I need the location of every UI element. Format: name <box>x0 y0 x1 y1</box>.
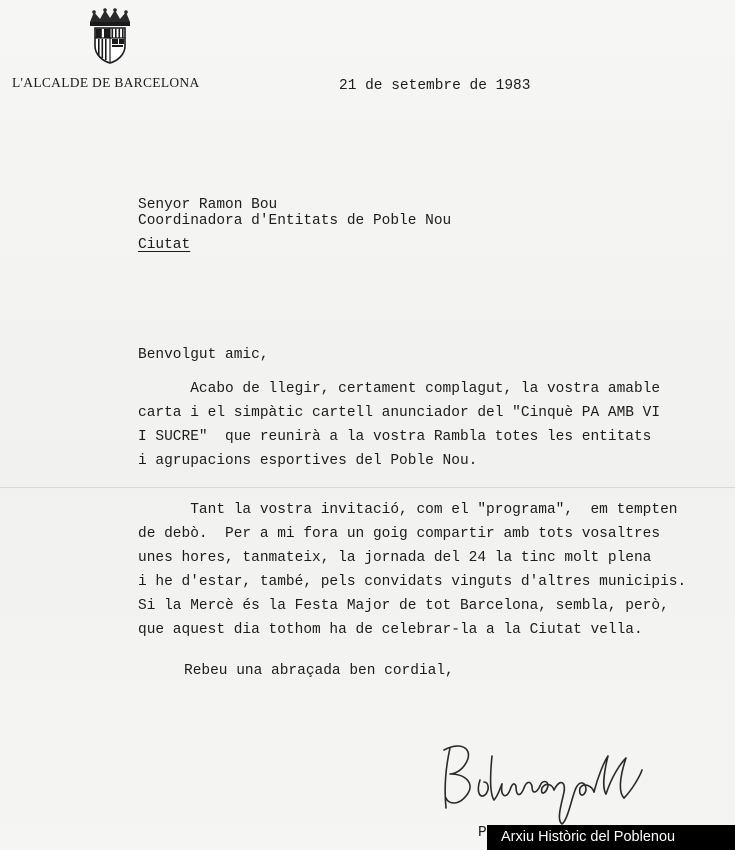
closing-line: Rebeu una abraçada ben cordial, <box>184 663 454 679</box>
recipient-organization: Coordinadora d'Entitats de Poble Nou <box>138 213 452 229</box>
letter-date: 21 de setembre de 1983 <box>339 78 531 94</box>
archive-watermark: Arxiu Històric del Poblenou <box>487 825 735 850</box>
paragraph-line: Si la Mercè és la Festa Major de tot Barcelona, sembla, però, <box>138 598 669 614</box>
letterhead-title: L'ALCALDE DE BARCELONA <box>12 75 200 90</box>
recipient-name: Senyor Ramon Bou <box>138 197 278 213</box>
paragraph-line: que aquest dia tothom ha de celebrar-la a la Ciutat vella. <box>138 622 643 638</box>
salutation: Benvolgut amic, <box>138 347 269 363</box>
paragraph-line: Acabo de llegir, certament complagut, la vostra amable <box>138 381 661 397</box>
body-paragraph <box>138 377 735 473</box>
paragraph-line: i he d'estar, també, pels convidats vinguts d'altres municipis. <box>138 574 687 590</box>
paragraph-line: de debò. Per a mi fora un goig compartir amb tots vosaltres <box>138 526 661 542</box>
body-paragraph <box>138 498 735 642</box>
handwritten-signature <box>436 736 660 830</box>
barcelona-coat-of-arms-icon <box>86 8 134 64</box>
paragraph-line: unes hores, tanmateix, la jornada del 24 la tinc molt plena <box>138 550 652 566</box>
paper-fold <box>0 487 735 488</box>
paragraph-line: Tant la vostra invitació, com el "programa", em tempten <box>138 502 678 518</box>
paragraph-line: i agrupacions esportives del Poble Nou. <box>138 453 478 469</box>
paragraph-line: I SUCRE" que reunirà a la vostra Rambla totes les entitats <box>138 429 652 445</box>
recipient-city: Ciutat <box>138 237 191 253</box>
paragraph-line: carta i el simpàtic cartell anunciador del "Cinquè PA AMB VI <box>138 405 661 421</box>
signature-initial: P <box>478 825 487 841</box>
